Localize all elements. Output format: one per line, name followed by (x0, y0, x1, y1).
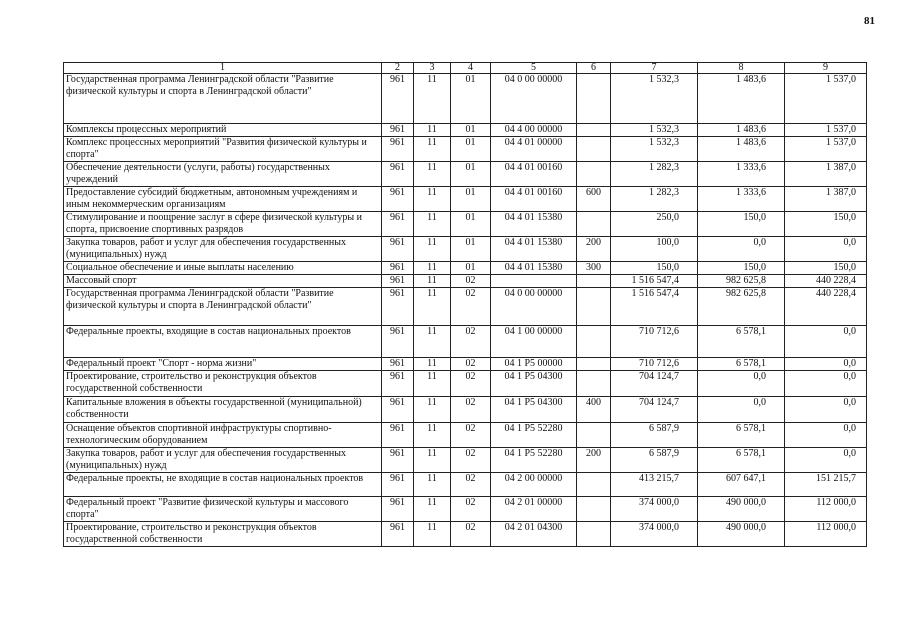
row-subsection: 01 (451, 137, 491, 162)
row-sum-year-3: 0,0 (785, 326, 867, 358)
row-subsection: 02 (451, 473, 491, 497)
row-section: 11 (414, 162, 451, 187)
header-cell: 5 (491, 63, 577, 74)
row-section: 11 (414, 212, 451, 237)
row-sum-year-1: 1 532,3 (611, 124, 698, 137)
row-sum-year-2: 607 647,1 (698, 473, 785, 497)
budget-table (63, 62, 867, 547)
row-name: Закупка товаров, работ и услуг для обеспечения государственных (муниципальных) нужд (64, 448, 382, 473)
row-subsection: 01 (451, 162, 491, 187)
row-sum-year-1: 413 215,7 (611, 473, 698, 497)
row-name: Комплекс процессных мероприятий "Развития физической культуры и спорта" (64, 137, 382, 162)
row-sum-year-1: 6 587,9 (611, 423, 698, 448)
row-name: Федеральные проекты, входящие в состав национальных проектов (64, 326, 382, 358)
column-number-header-row (64, 63, 867, 74)
row-target-article: 04 1 P5 52280 (491, 448, 577, 473)
row-section: 11 (414, 473, 451, 497)
row-expense-type (577, 124, 611, 137)
row-ved: 961 (382, 74, 414, 124)
row-sum-year-2: 6 578,1 (698, 358, 785, 371)
row-section: 11 (414, 371, 451, 397)
row-sum-year-1: 1 282,3 (611, 187, 698, 212)
table-row (64, 423, 867, 448)
row-section: 11 (414, 497, 451, 522)
row-name: Государственная программа Ленинградской области "Развитие физической культуры и спорта в Ленинградской области" (64, 288, 382, 326)
table-row (64, 162, 867, 187)
row-name: Федеральный проект "Спорт - норма жизни" (64, 358, 382, 371)
row-target-article: 04 4 01 00160 (491, 187, 577, 212)
row-expense-type (577, 275, 611, 288)
header-cell: 1 (64, 63, 382, 74)
row-sum-year-1: 704 124,7 (611, 397, 698, 423)
row-subsection: 02 (451, 522, 491, 547)
row-ved: 961 (382, 371, 414, 397)
row-section: 11 (414, 326, 451, 358)
row-sum-year-3: 1 387,0 (785, 187, 867, 212)
row-section: 11 (414, 397, 451, 423)
row-expense-type (577, 137, 611, 162)
row-name: Обеспечение деятельности (услуги, работы) государственных учреждений (64, 162, 382, 187)
row-subsection: 01 (451, 124, 491, 137)
row-name: Федеральный проект "Развитие физической культуры и массового спорта" (64, 497, 382, 522)
row-ved: 961 (382, 262, 414, 275)
row-sum-year-3: 112 000,0 (785, 497, 867, 522)
table-row (64, 397, 867, 423)
row-ved: 961 (382, 397, 414, 423)
table-row (64, 473, 867, 497)
row-sum-year-2: 490 000,0 (698, 522, 785, 547)
row-ved: 961 (382, 124, 414, 137)
header-cell: 9 (785, 63, 867, 74)
row-sum-year-3: 0,0 (785, 371, 867, 397)
table-row (64, 74, 867, 124)
row-subsection: 01 (451, 74, 491, 124)
row-expense-type (577, 288, 611, 326)
row-sum-year-3: 150,0 (785, 212, 867, 237)
row-expense-type (577, 522, 611, 547)
row-ved: 961 (382, 275, 414, 288)
row-target-article: 04 4 01 00000 (491, 137, 577, 162)
row-name: Капитальные вложения в объекты государственной (муниципальной) собственности (64, 397, 382, 423)
row-expense-type (577, 358, 611, 371)
row-name: Федеральные проекты, не входящие в состав национальных проектов (64, 473, 382, 497)
row-sum-year-2: 1 483,6 (698, 124, 785, 137)
row-subsection: 02 (451, 397, 491, 423)
page-number: 81 (864, 15, 875, 27)
row-sum-year-1: 150,0 (611, 262, 698, 275)
table-row (64, 448, 867, 473)
table-row (64, 275, 867, 288)
header-cell: 3 (414, 63, 451, 74)
row-expense-type (577, 162, 611, 187)
row-target-article: 04 1 P5 04300 (491, 371, 577, 397)
row-sum-year-3: 440 228,4 (785, 288, 867, 326)
row-sum-year-2: 6 578,1 (698, 448, 785, 473)
row-sum-year-1: 374 000,0 (611, 522, 698, 547)
row-name: Стимулирование и поощрение заслуг в сфере физической культуры и спорта, присвоение спортивных разрядов (64, 212, 382, 237)
row-section: 11 (414, 288, 451, 326)
row-section: 11 (414, 275, 451, 288)
row-sum-year-3: 1 537,0 (785, 137, 867, 162)
table-row (64, 262, 867, 275)
row-sum-year-1: 6 587,9 (611, 448, 698, 473)
row-sum-year-3: 1 537,0 (785, 74, 867, 124)
row-sum-year-1: 704 124,7 (611, 371, 698, 397)
row-ved: 961 (382, 288, 414, 326)
row-subsection: 02 (451, 275, 491, 288)
header-cell: 6 (577, 63, 611, 74)
table-row (64, 212, 867, 237)
row-expense-type (577, 423, 611, 448)
row-expense-type (577, 74, 611, 124)
row-sum-year-3: 1 537,0 (785, 124, 867, 137)
row-expense-type: 200 (577, 237, 611, 262)
row-section: 11 (414, 237, 451, 262)
row-sum-year-2: 1 483,6 (698, 74, 785, 124)
row-ved: 961 (382, 423, 414, 448)
row-sum-year-2: 1 483,6 (698, 137, 785, 162)
row-name: Массовый спорт (64, 275, 382, 288)
row-sum-year-2: 6 578,1 (698, 423, 785, 448)
row-ved: 961 (382, 212, 414, 237)
row-sum-year-1: 1 532,3 (611, 137, 698, 162)
row-ved: 961 (382, 448, 414, 473)
row-sum-year-2: 982 625,8 (698, 275, 785, 288)
row-subsection: 02 (451, 358, 491, 371)
row-sum-year-2: 150,0 (698, 262, 785, 275)
header-cell: 8 (698, 63, 785, 74)
row-name: Оснащение объектов спортивной инфраструктуры спортивно-технологическим оборудованием (64, 423, 382, 448)
row-ved: 961 (382, 187, 414, 212)
row-ved: 961 (382, 326, 414, 358)
header-cell: 4 (451, 63, 491, 74)
row-sum-year-2: 150,0 (698, 212, 785, 237)
table-row (64, 326, 867, 358)
row-name: Государственная программа Ленинградской области "Развитие физической культуры и спорта в Ленинградской области" (64, 74, 382, 124)
row-subsection: 01 (451, 187, 491, 212)
table-row (64, 137, 867, 162)
row-expense-type: 200 (577, 448, 611, 473)
row-sum-year-1: 1 532,3 (611, 74, 698, 124)
row-sum-year-1: 374 000,0 (611, 497, 698, 522)
row-subsection: 01 (451, 237, 491, 262)
row-section: 11 (414, 187, 451, 212)
table-row (64, 288, 867, 326)
row-sum-year-3: 0,0 (785, 358, 867, 371)
row-sum-year-1: 710 712,6 (611, 358, 698, 371)
row-target-article: 04 4 00 00000 (491, 124, 577, 137)
row-target-article: 04 0 00 00000 (491, 74, 577, 124)
row-subsection: 02 (451, 497, 491, 522)
row-subsection: 02 (451, 288, 491, 326)
row-name: Предоставление субсидий бюджетным, автономным учреждениям и иным некоммерческим организациям (64, 187, 382, 212)
row-expense-type (577, 497, 611, 522)
row-expense-type (577, 473, 611, 497)
row-expense-type: 300 (577, 262, 611, 275)
row-sum-year-3: 0,0 (785, 448, 867, 473)
row-name: Проектирование, строительство и реконструкция объектов государственной собственности (64, 522, 382, 547)
row-subsection: 02 (451, 423, 491, 448)
row-name: Социальное обеспечение и иные выплаты населению (64, 262, 382, 275)
row-ved: 961 (382, 358, 414, 371)
row-target-article: 04 4 01 15380 (491, 212, 577, 237)
row-sum-year-2: 490 000,0 (698, 497, 785, 522)
row-sum-year-2: 0,0 (698, 237, 785, 262)
row-section: 11 (414, 137, 451, 162)
row-expense-type (577, 326, 611, 358)
row-sum-year-1: 1 282,3 (611, 162, 698, 187)
row-expense-type: 600 (577, 187, 611, 212)
row-sum-year-2: 0,0 (698, 371, 785, 397)
row-sum-year-2: 0,0 (698, 397, 785, 423)
row-target-article: 04 0 00 00000 (491, 288, 577, 326)
row-ved: 961 (382, 162, 414, 187)
header-cell: 2 (382, 63, 414, 74)
row-target-article: 04 4 01 00160 (491, 162, 577, 187)
row-target-article: 04 1 00 00000 (491, 326, 577, 358)
row-section: 11 (414, 74, 451, 124)
row-section: 11 (414, 522, 451, 547)
row-sum-year-3: 0,0 (785, 423, 867, 448)
row-subsection: 02 (451, 326, 491, 358)
row-sum-year-1: 710 712,6 (611, 326, 698, 358)
row-section: 11 (414, 448, 451, 473)
row-expense-type: 400 (577, 397, 611, 423)
row-subsection: 02 (451, 371, 491, 397)
row-sum-year-2: 982 625,8 (698, 288, 785, 326)
row-ved: 961 (382, 137, 414, 162)
row-subsection: 02 (451, 448, 491, 473)
row-section: 11 (414, 124, 451, 137)
row-target-article: 04 2 00 00000 (491, 473, 577, 497)
row-sum-year-2: 6 578,1 (698, 326, 785, 358)
row-name: Закупка товаров, работ и услуг для обеспечения государственных (муниципальных) нужд (64, 237, 382, 262)
row-sum-year-2: 1 333,6 (698, 187, 785, 212)
row-sum-year-3: 440 228,4 (785, 275, 867, 288)
row-ved: 961 (382, 497, 414, 522)
table-row (64, 124, 867, 137)
row-section: 11 (414, 358, 451, 371)
row-section: 11 (414, 262, 451, 275)
row-sum-year-3: 112 000,0 (785, 522, 867, 547)
row-ved: 961 (382, 522, 414, 547)
row-subsection: 01 (451, 212, 491, 237)
row-target-article: 04 2 01 00000 (491, 497, 577, 522)
row-sum-year-1: 1 516 547,4 (611, 288, 698, 326)
row-name: Проектирование, строительство и реконструкция объектов государственной собственности (64, 371, 382, 397)
row-sum-year-3: 0,0 (785, 237, 867, 262)
row-sum-year-1: 100,0 (611, 237, 698, 262)
row-sum-year-3: 150,0 (785, 262, 867, 275)
row-target-article: 04 4 01 15380 (491, 237, 577, 262)
row-expense-type (577, 212, 611, 237)
row-target-article: 04 1 P5 52280 (491, 423, 577, 448)
row-sum-year-3: 0,0 (785, 397, 867, 423)
row-target-article: 04 2 01 04300 (491, 522, 577, 547)
table-row (64, 358, 867, 371)
row-expense-type (577, 371, 611, 397)
row-target-article: 04 1 P5 00000 (491, 358, 577, 371)
row-sum-year-2: 1 333,6 (698, 162, 785, 187)
table-row (64, 522, 867, 547)
row-section: 11 (414, 423, 451, 448)
row-ved: 961 (382, 237, 414, 262)
row-ved: 961 (382, 473, 414, 497)
row-subsection: 01 (451, 262, 491, 275)
row-sum-year-3: 1 387,0 (785, 162, 867, 187)
table-row (64, 187, 867, 212)
row-sum-year-3: 151 215,7 (785, 473, 867, 497)
row-name: Комплексы процессных мероприятий (64, 124, 382, 137)
header-cell: 7 (611, 63, 698, 74)
table-row (64, 497, 867, 522)
table-row (64, 371, 867, 397)
table-row (64, 237, 867, 262)
row-sum-year-1: 250,0 (611, 212, 698, 237)
row-target-article: 04 4 01 15380 (491, 262, 577, 275)
row-target-article (491, 275, 577, 288)
row-target-article: 04 1 P5 04300 (491, 397, 577, 423)
row-sum-year-1: 1 516 547,4 (611, 275, 698, 288)
